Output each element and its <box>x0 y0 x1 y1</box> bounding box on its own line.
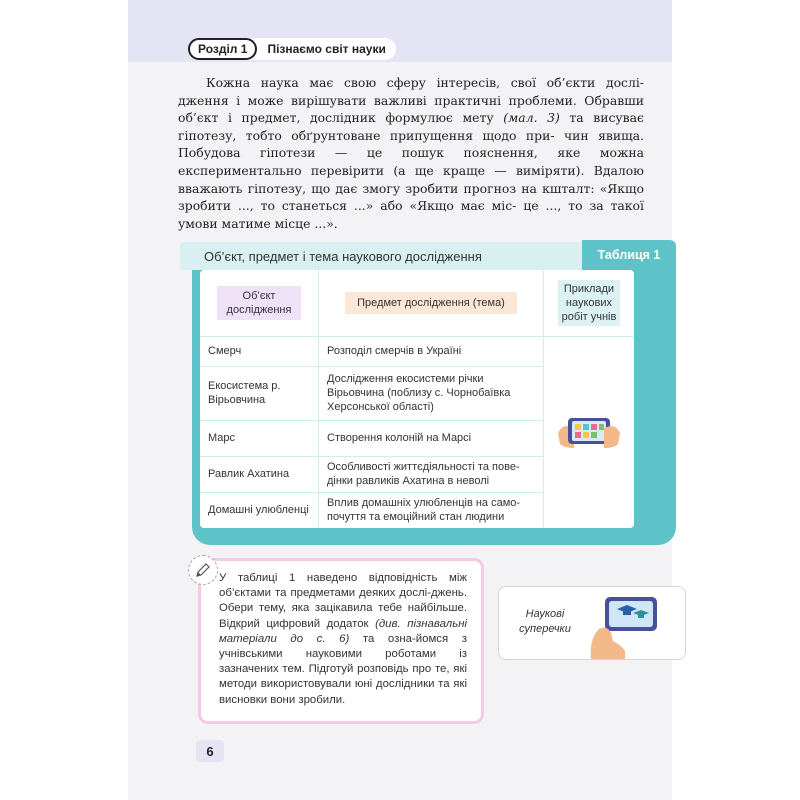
intro-line: кшталт: «Якщо зробити ..., то станеться ...» або «Якщо має міс- <box>178 180 645 214</box>
task-text <box>219 571 467 708</box>
header-examples <box>544 270 635 336</box>
phone-graduation-caps-icon[interactable] <box>585 589 679 659</box>
row-object: Марс <box>200 420 319 456</box>
chapter-label: Розділ 1 <box>188 38 257 60</box>
row-subject: Створення колоній на Марсі <box>319 420 544 456</box>
intro-line: можна експериментально перевірити (а ще краще — виміряти). <box>178 145 644 178</box>
header-object-label <box>217 286 302 320</box>
header-subject-label: Предмет дослідження (тема) <box>345 292 517 314</box>
page-number: 6 <box>196 740 224 762</box>
research-table <box>200 270 634 528</box>
intro-paragraph <box>178 74 644 232</box>
row-object: Екосистема р. Вірьовчина <box>200 366 319 420</box>
row-subject: Розподіл смерчів в Україні <box>319 336 544 366</box>
row-object: Равлик Ахатина <box>200 456 319 492</box>
intro-line: Обравши об’єкт і предмет, дослідник формулює мету <box>178 92 644 126</box>
header-object <box>200 270 319 336</box>
examples-illustration[interactable] <box>544 336 635 528</box>
table-title-text: Об’єкт, предмет і тема наукового дослідження <box>204 248 482 264</box>
row-object: Смерч <box>200 336 319 366</box>
intro-line: це ..., то за такої умови матиме місце ...». <box>178 198 644 231</box>
science-debates-card[interactable] <box>498 586 686 660</box>
intro-line: Кожна наука має свою сферу інтересів, свої об’єкти дослі- <box>206 75 644 90</box>
row-subject: Дослідження екосистеми річки Вірьовчина (поблизу с. Чорнобаївка Херсонської області) <box>319 366 544 420</box>
chapter-title: Пізнаємо світ науки <box>267 42 386 56</box>
table-row <box>200 336 634 366</box>
science-debates-label[interactable]: Наукові суперечки <box>519 608 571 635</box>
research-table-card <box>180 240 676 545</box>
task-text-part: та озна-йомся з учнівськими науковими роботами із зазначених тем. Підготуй розповідь про те, які методи використовували юні дослідники та які висновки вони зробили. <box>219 632 467 706</box>
intro-line: Вдалою вважають гіпотезу, що дає змогу зробити прогноз на <box>178 162 644 196</box>
table-badge: Таблиця 1 <box>582 240 676 270</box>
header-examples-line: робіт учнів <box>561 310 617 323</box>
phone-in-hands-icon[interactable] <box>556 404 622 456</box>
table-body <box>200 270 634 528</box>
digital-materials-reference[interactable]: (див. пізнавальні матеріали до с. 6) <box>219 617 468 645</box>
intro-line: та висуває гіпотезу, тобто обґрунтоване припущення щодо при- <box>178 110 644 143</box>
table-title <box>180 242 582 270</box>
row-object: Домашні улюбленці <box>200 492 319 528</box>
task-text-part: У таблиці 1 наведено відповідність між об’єктами та предметами деяких дослі-джень. Обери тему, яка зацікавила тебе найбільше. Відкрий цифровий додаток <box>219 572 467 630</box>
intro-line: чин явища. Побудова гіпотези — це пошук пояснення, яке <box>178 127 644 161</box>
pencil-icon-graphic <box>194 561 212 579</box>
row-subject: Особливості життєдіяльності та пове-дінки равликів Ахатина в неволі <box>319 456 544 492</box>
header-object-line: Об’єкт <box>242 289 276 302</box>
intro-text <box>178 74 644 232</box>
header-examples-line: наукових <box>565 296 613 309</box>
textbook-page <box>128 0 672 800</box>
figure-reference: (мал. 3) <box>503 110 560 126</box>
header-subject <box>319 270 544 336</box>
task-box <box>198 558 484 724</box>
row-subject: Вплив домашніх улюбленців на само-почуття та емоційний стан людини <box>319 492 544 528</box>
header-object-line: дослідження <box>226 303 292 316</box>
chapter-header <box>188 38 396 60</box>
header-examples-label <box>558 280 621 326</box>
pencil-icon <box>188 555 218 585</box>
header-examples-line: Приклади <box>563 282 615 295</box>
intro-line: дження і може вирішувати важливі практичні проблеми. <box>178 92 577 108</box>
